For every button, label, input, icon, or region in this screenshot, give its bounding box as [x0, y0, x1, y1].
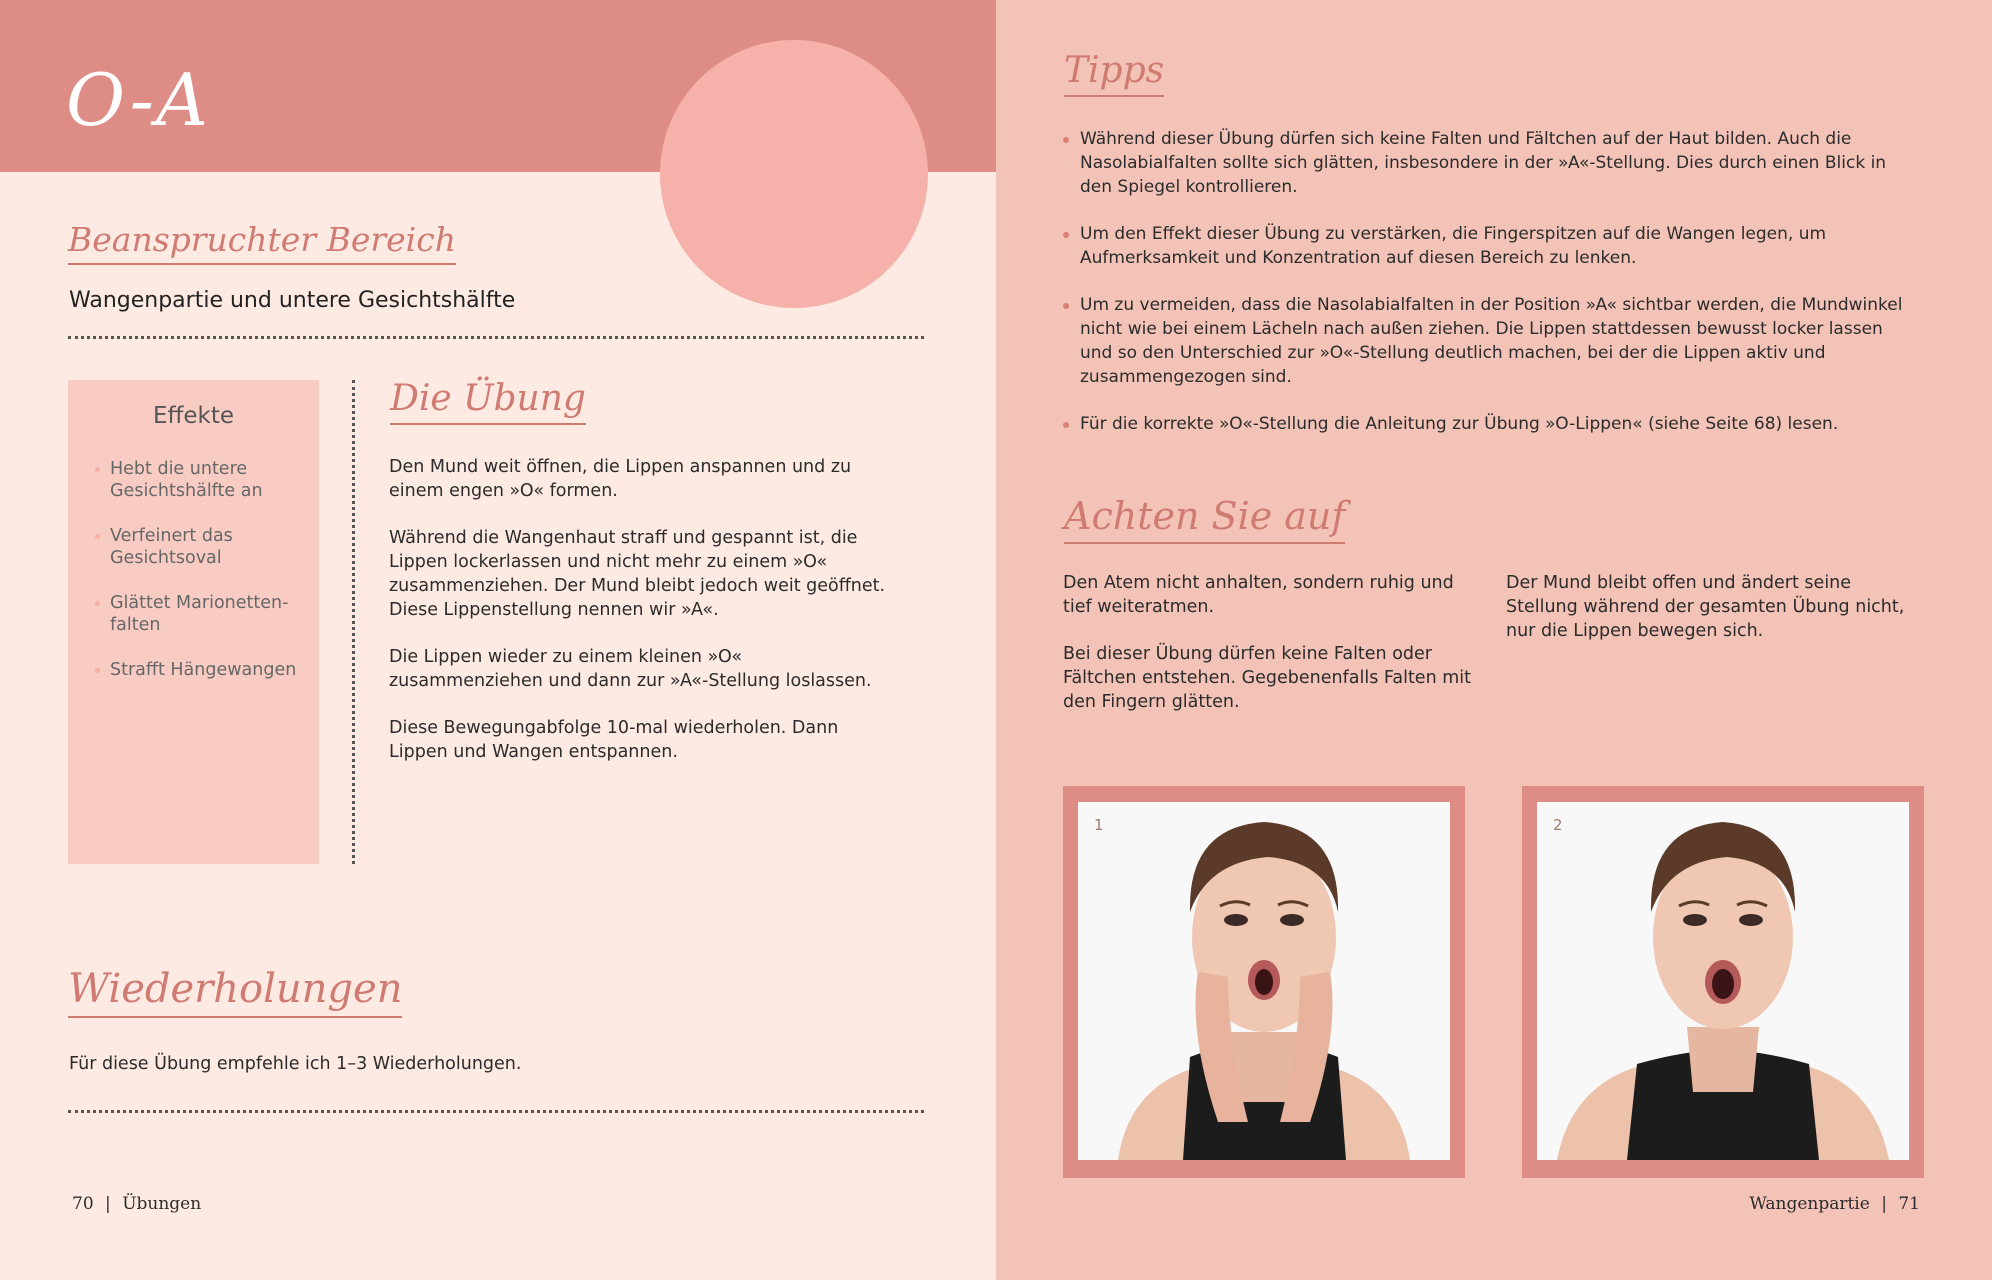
tip-item: Während dieser Übung dürfen sich keine Falten und Fältchen auf der Haut bilden. Auch die Nasolabialfalten sollte sich glätten, insbesondere in der »A«-Stellung. Dies durch einen Blick in den Spiegel kontrollieren.: [1062, 127, 1912, 199]
divider-vertical: [352, 380, 355, 864]
effects-box: [68, 380, 319, 864]
repetitions-heading-text: Wiederholungen: [68, 966, 402, 1018]
photo-frame-2: [1522, 786, 1924, 1178]
page-number: 71: [1898, 1194, 1920, 1214]
attention-item: Den Atem nicht anhalten, sondern ruhig und tief weiteratmen.: [1063, 573, 1454, 617]
page-number: 70: [72, 1194, 94, 1214]
right-page: [996, 0, 1992, 1280]
attention-item: Bei dieser Übung dürfen keine Falten oder Fältchen entstehen. Gegebenenfalls Falten mit den Fingern glätten.: [1063, 644, 1471, 712]
divider-bottom: [68, 1110, 924, 1113]
divider-top: [68, 336, 924, 339]
effects-heading: Effekte: [152, 403, 235, 429]
attention-col-2: [1506, 571, 1926, 666]
footer-right: Wangenpartie | 71: [1749, 1194, 1920, 1214]
exercise-paragraph: Die Lippen wieder zu einem kleinen »O« zusammenziehen und dann zur »A«-Stellung loslassen.: [389, 647, 872, 691]
attention-col-1: [1063, 571, 1483, 737]
area-heading: [68, 220, 456, 265]
area-heading-text: Beanspruchter Bereich: [68, 220, 456, 265]
area-text: Wangenpartie und untere Gesichtshälfte: [69, 288, 516, 313]
photo-2: [1537, 802, 1909, 1160]
decorative-circle: [660, 40, 928, 308]
woman-o-mouth-illustration: [1078, 802, 1450, 1160]
exercise-paragraph: Während die Wangenhaut straff und gespannt ist, die Lippen lockerlassen und nicht mehr zu einem »O« zusammenziehen. Der Mund bleibt jedoch weit geöffnet. Diese Lippenstellung nennen wir »A«.: [389, 528, 886, 620]
effect-item: Hebt die untere Gesichtshälfte an: [86, 458, 312, 502]
footer-left: 70 | Übungen: [72, 1194, 202, 1214]
exercise-title: O-A: [66, 58, 210, 142]
attention-heading-text: Achten Sie auf: [1064, 494, 1345, 544]
footer-section: Übungen: [122, 1194, 202, 1214]
photo-1: [1078, 802, 1450, 1160]
repetitions-text: Für diese Übung empfehle ich 1–3 Wiederholungen.: [69, 1054, 522, 1074]
woman-a-mouth-illustration: [1537, 802, 1909, 1160]
exercise-paragraph: Diese Bewegungabfolge 10-mal wiederholen. Dann Lippen und Wangen entspannen.: [389, 718, 839, 762]
effect-item: Glättet Marionetten-falten: [86, 592, 312, 636]
tips-heading-text: Tipps: [1064, 50, 1164, 97]
exercise-text: [389, 455, 889, 787]
tip-item: Um den Effekt dieser Übung zu verstärken, die Fingerspitzen auf die Wangen legen, um Aufmerksamkeit und Konzentration auf diesen Bereich zu lenken.: [1062, 222, 1912, 270]
tips-list: [1062, 127, 1912, 459]
photo-number: 1: [1094, 816, 1104, 834]
photo-frame-1: [1063, 786, 1465, 1178]
effects-list: [86, 458, 312, 704]
tips-heading: [1064, 50, 1164, 97]
exercise-paragraph: Den Mund weit öffnen, die Lippen anspannen und zu einem engen »O« formen.: [389, 457, 852, 501]
tip-item: Für die korrekte »O«-Stellung die Anleitung zur Übung »O-Lippen« (siehe Seite 68) lesen.: [1062, 412, 1912, 436]
photo-number: 2: [1553, 816, 1563, 834]
repetitions-heading: [68, 966, 402, 1018]
attention-heading: [1064, 494, 1345, 544]
effect-item: Strafft Hängewangen: [86, 659, 312, 681]
attention-item: Der Mund bleibt offen und ändert seine Stellung während der gesamten Übung nicht, nur die Lippen bewegen sich.: [1506, 573, 1905, 641]
footer-section: Wangenpartie: [1749, 1194, 1870, 1214]
effect-item: Verfeinert das Gesichtsoval: [86, 525, 312, 569]
tip-item: Um zu vermeiden, dass die Nasolabialfalten in der Position »A« sichtbar werden, die Mundwinkel nicht wie bei einem Lächeln nach außen ziehen. Die Lippen stattdessen bewusst locker lassen und so den Unterschied zur »O«-Stellung deutlich machen, bei der die Lippen aktiv und zusammengezogen sind.: [1062, 293, 1912, 389]
exercise-heading: [390, 378, 586, 425]
exercise-heading-text: Die Übung: [390, 378, 586, 425]
